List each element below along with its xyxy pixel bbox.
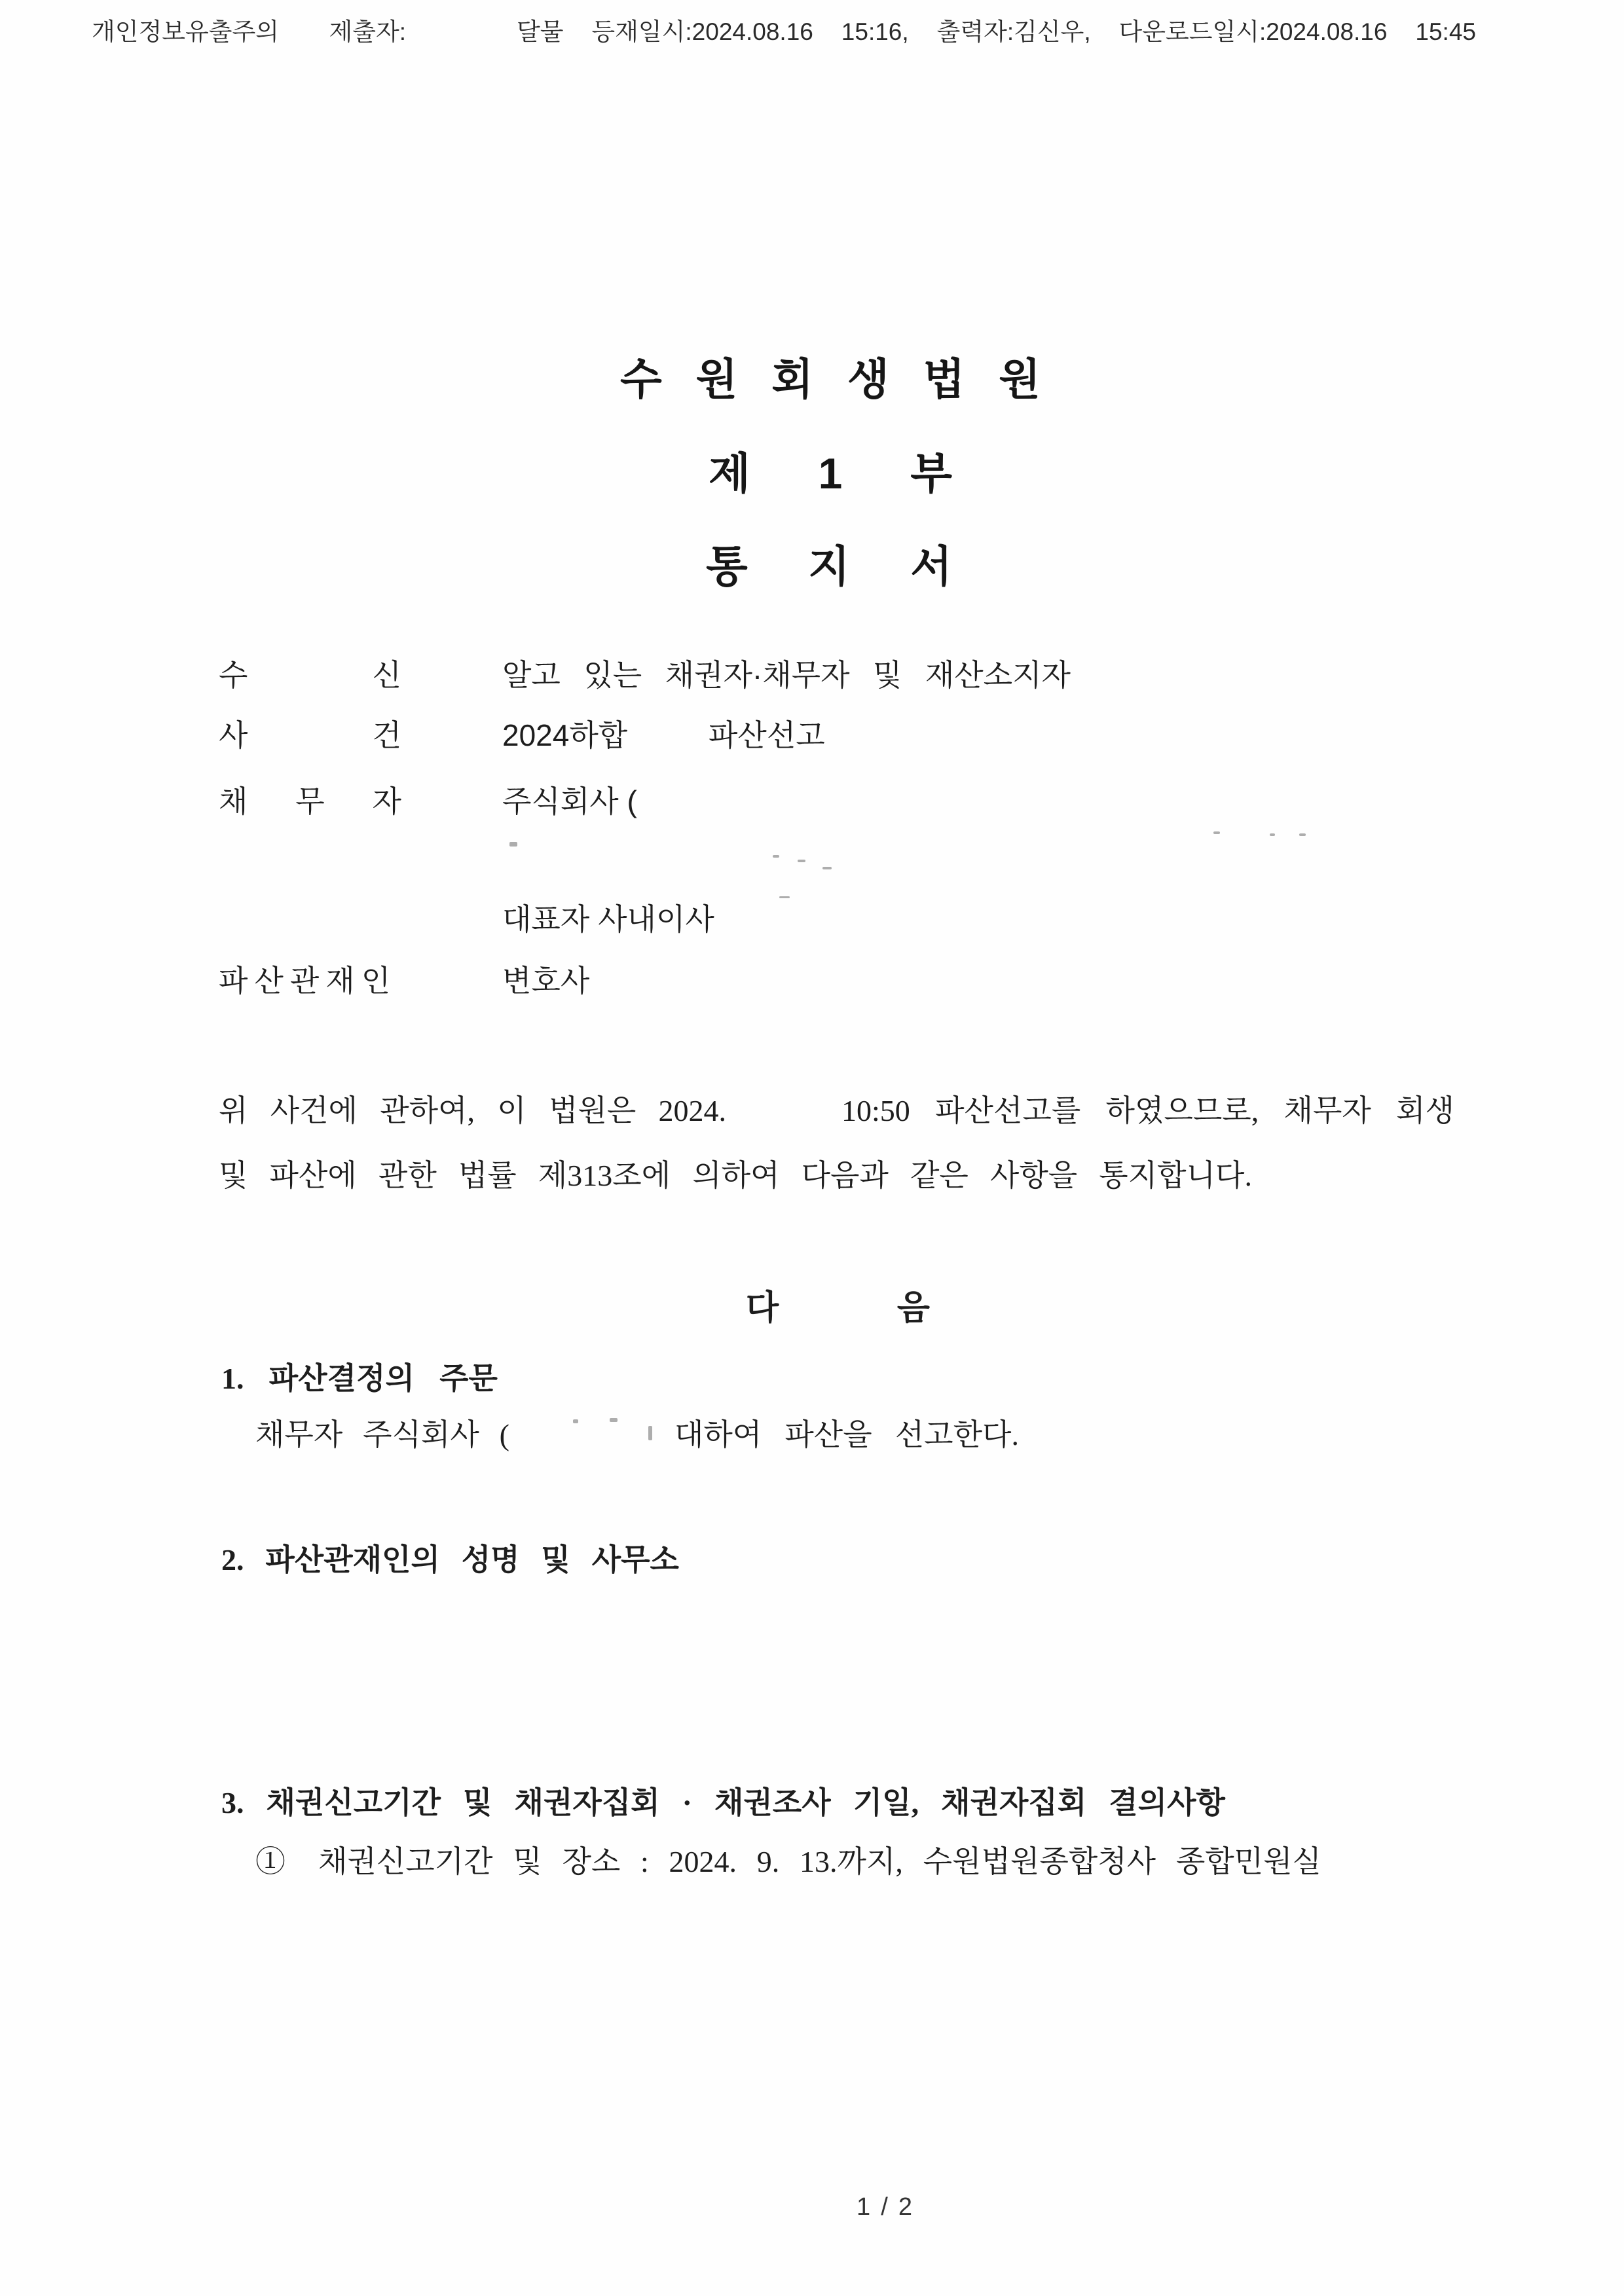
division-title: 제 1 부 xyxy=(709,449,952,498)
section-1-order-end: 대하여 파산을 선고한다. xyxy=(674,1418,1019,1451)
debtor-name: 주식회사 ( xyxy=(502,784,637,818)
trustee-label: 파산관재인 xyxy=(219,964,397,998)
notice-line1-end: 10:50 파산선고를 하였으므로, 채무자 회생 xyxy=(841,1094,1454,1127)
section-2-heading: 2. 파산관재인의 성명 및 사무소 xyxy=(221,1543,679,1576)
header-download-info: 달물 등재일시:2024.08.16 15:16, 출력자:김신우, 다운로드일시:2024.08.16 15:45 xyxy=(517,18,1476,45)
notice-line1-start: 위 사건에 관하여, 이 법원은 2024. xyxy=(219,1094,726,1127)
section-1-heading: 1. 파산결정의 주문 xyxy=(221,1362,498,1395)
page-number: 1 / 2 xyxy=(857,2193,912,2221)
following-heading: 다 음 xyxy=(746,1289,930,1327)
section-3-item-claim-period: ① 채권신고기간 및 장소 : 2024. 9. 13.까지, 수원법원종합청사 종합민원실 xyxy=(255,1845,1321,1878)
debtor-label: 채 무 자 xyxy=(219,784,401,818)
case-label: 사 건 xyxy=(219,718,401,752)
notice-line2: 및 파산에 관한 법률 제313조에 의하여 다음과 같은 사항을 통지합니다. xyxy=(219,1159,1252,1192)
case-number: 2024하합 xyxy=(502,718,628,752)
section-3-heading: 3. 채권신고기간 및 채권자집회 · 채권조사 기일, 채권자집회 결의사항 xyxy=(221,1786,1225,1819)
trustee-name: 변호사 xyxy=(502,964,590,998)
section-1-order-start: 채무자 주식회사 ( xyxy=(255,1418,509,1451)
court-name-title: 수 원 회 생 법 원 xyxy=(620,355,1041,403)
recipient-value: 알고 있는 채권자·채무자 및 재산소지자 xyxy=(502,658,1071,692)
case-type: 파산선고 xyxy=(709,718,825,752)
document-type-title: 통 지 서 xyxy=(706,542,952,591)
recipient-label: 수 신 xyxy=(219,658,401,692)
header-privacy-warning: 개인정보유출주의 제출자: xyxy=(92,18,406,45)
debtor-representative: 대표자 사내이사 xyxy=(502,902,714,936)
